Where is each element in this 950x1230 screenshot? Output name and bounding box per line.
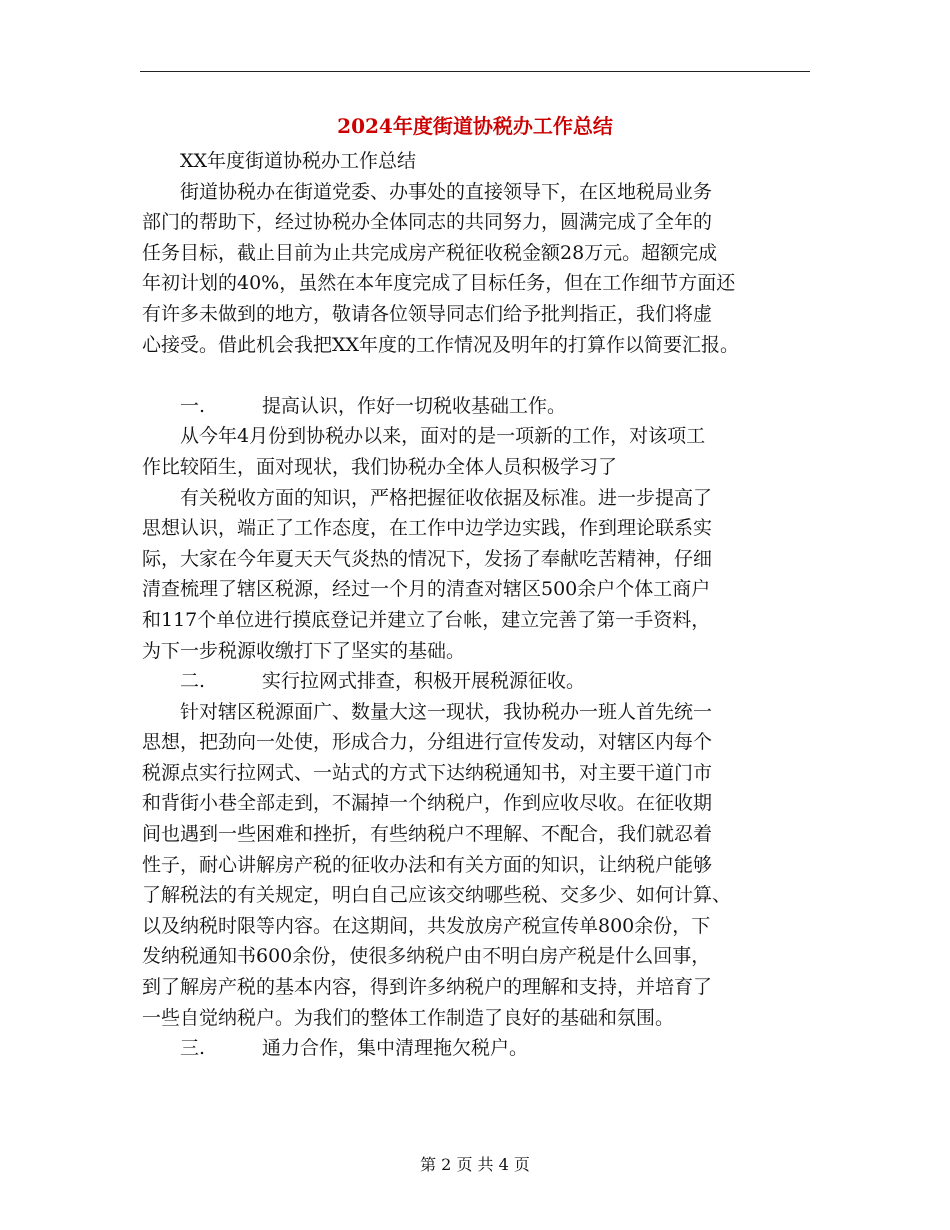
paragraph-line: 了解税法的有关规定，明白自己应该交纳哪些税、交多少、如何计算、 xyxy=(142,884,732,907)
paragraph-line: 思想认识，端正了工作态度，在工作中边学边实践，作到理论联系实 xyxy=(142,517,713,540)
paragraph-line: 性子，耐心讲解房产税的征收办法和有关方面的知识，让纳税户能够 xyxy=(142,853,713,876)
paragraph-line: 一些自觉纳税户。为我们的整体工作制造了良好的基础和氛围。 xyxy=(142,1006,675,1029)
paragraph-line: 税源点实行拉网式、一站式的方式下达纳税通知书，对主要干道门市 xyxy=(142,761,713,784)
section-heading-text: 通力合作，集中清理拖欠税户。 xyxy=(262,1037,529,1060)
section-2-paragraph xyxy=(142,697,822,1034)
intro-line: 年初计划的40%，虽然在本年度完成了目标任务，但在工作细节方面还 xyxy=(142,272,736,295)
paragraph-line: 和背街小巷全部走到，不漏掉一个纳税户，作到应收尽收。在征收期 xyxy=(142,792,713,815)
subtitle: XX年度街道协税办工作总结 xyxy=(180,150,417,172)
paragraph-line: 作比较陌生，面对现状，我们协税办全体人员积极学习了 xyxy=(142,455,618,478)
document-body xyxy=(142,146,822,1064)
page-number: 第 2 页 共 4 页 xyxy=(420,1155,530,1174)
paragraph-line: 以及纳税时限等内容。在这期间，共发放房产税宣传单800余份，下 xyxy=(142,914,711,937)
paragraph-line: 发纳税通知书600余份，使很多纳税户由不明白房产税是什么回事， xyxy=(142,945,711,968)
section-number: 一. xyxy=(180,394,206,417)
intro-paragraph xyxy=(142,177,822,361)
paragraph-line: 清查梳理了辖区税源，经过一个月的清查对辖区500余户个体工商户 xyxy=(142,578,711,601)
document-title: 2024年度街道协税办工作总结 xyxy=(337,114,613,138)
section-number: 三. xyxy=(180,1037,206,1060)
paragraph-line: 思想，把劲向一处使，形成合力，分组进行宣传发动，对辖区内每个 xyxy=(142,731,713,754)
header-rule xyxy=(140,71,810,72)
section-heading-3 xyxy=(142,1033,822,1064)
blank-line xyxy=(142,360,822,391)
paragraph-line: 到了解房产税的基本内容，得到许多纳税户的理解和支持，并培育了 xyxy=(142,976,713,999)
section-heading-text: 实行拉网式排查，积极开展税源征收。 xyxy=(262,670,586,693)
intro-line: 部门的帮助下，经过协税办全体同志的共同努力，圆满完成了全年的 xyxy=(142,211,713,234)
section-heading-1 xyxy=(142,391,822,422)
section-number: 二. xyxy=(180,670,206,693)
intro-line: 有许多未做到的地方，敬请各位领导同志们给予批判指正，我们将虚 xyxy=(142,302,713,325)
section-heading-2 xyxy=(142,666,822,697)
paragraph-line: 为下一步税源收缴打下了坚实的基础。 xyxy=(142,639,466,662)
section-1-paragraph-2 xyxy=(142,483,822,667)
paragraph-line: 从今年4月份到协税办以来，面对的是一项新的工作，对该项工 xyxy=(180,425,706,448)
intro-line: 街道协税办在街道党委、办事处的直接领导下，在区地税局业务 xyxy=(180,180,713,203)
paragraph-line: 和117个单位进行摸底登记并建立了台帐，建立完善了第一手资料， xyxy=(142,608,711,631)
section-heading-text: 提高认识，作好一切税收基础工作。 xyxy=(262,394,567,417)
paragraph-line: 间也遇到一些困难和挫折，有些纳税户不理解、不配合，我们就忍着 xyxy=(142,823,713,846)
section-1-paragraph-1 xyxy=(142,421,822,482)
paragraph-line: 际，大家在今年夏天天气炎热的情况下，发扬了奉献吃苦精神，仔细 xyxy=(142,547,713,570)
intro-line: 任务目标，截止目前为止共完成房产税征收税金额28万元。超额完成 xyxy=(142,241,718,264)
page-footer xyxy=(0,1153,950,1177)
intro-line: 心接受。借此机会我把XX年度的工作情况及明年的打算作以简要汇报。 xyxy=(142,333,740,356)
paragraph-line: 针对辖区税源面广、数量大这一现状，我协税办一班人首先统一 xyxy=(180,700,713,723)
paragraph-line: 有关税收方面的知识，严格把握征收依据及标准。进一步提高了 xyxy=(180,486,713,509)
